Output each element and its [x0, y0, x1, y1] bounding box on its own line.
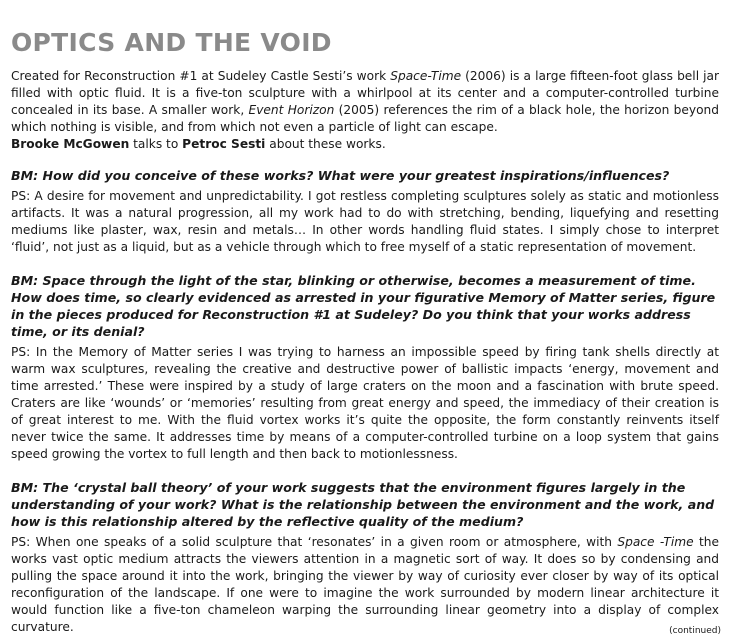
- article-body: [11, 68, 719, 640]
- intro-paragraph: [11, 68, 719, 136]
- question-1: BM: How did you conceive of these works? What were your greatest inspirations/influences?: [11, 168, 670, 183]
- article-title: OPTICS AND THE VOID: [11, 28, 332, 57]
- intro-text-1: Created for Reconstruction #1 at Sudeley Castle Sesti’s work: [11, 69, 391, 83]
- answer-3-text-1: PS: When one speaks of a solid sculpture that ‘resonates’ in a given room or atmosphere, with: [11, 535, 618, 549]
- answer-3: [11, 534, 719, 636]
- question-2: BM: Space through the light of the star, blinking or otherwise, becomes a measurement of time. How does time, so clearly evidenced as arrested in your figurative Memory of Matter series, figure in the pieces produced for Reconstruction #1 at Sudeley? Do you think that your works address time, or its denial?: [11, 273, 716, 339]
- answer-1: PS: A desire for movement and unpredictability. I got restless completing sculptures solely as static and motionless artifacts. It was a natural progression, all my work had to do with stretching, bending, liquefying and resetting mediums like plaster, wax, resin and metals… In other words handling fluid states. I simply chose to interpret ‘fluid’, not just as a liquid, but as a vehicle through which to free myself of a static representation of movement.: [11, 189, 719, 254]
- question-3: BM: The ‘crystal ball theory’ of your work suggests that the environment figures largely in the understanding of your work? What is the relationship between the environment and the work, and how is this relationship altered by the reflective quality of the medium?: [11, 480, 715, 529]
- answer-3-text-2: the works vast optic medium attracts the viewers attention in a magnetic sort of way. It does so by condensing and pulling the space around it into the work, bringing the viewer by way of curiosity ever closer by way of its optical reconfiguration of the landscape. If one were to imagine the work surrounded by modern linear architecture it would function like a five-ton chameleon warping the surrounding linear geometry into a display of complex curvature.: [11, 535, 719, 634]
- work-title-event-horizon: Event Horizon: [248, 103, 335, 117]
- byline-connector: talks to: [129, 137, 183, 151]
- artist-name: Petroc Sesti: [182, 137, 266, 151]
- intro-text-2: (2006) is a large fifteen-foot glass bell jar filled with optic fluid. It is a five-ton sculpture with a whirlpool at its center and a computer-controlled turbine concealed in its base. A smaller work,: [11, 69, 720, 117]
- answer-2: PS: In the Memory of Matter series I was trying to harness an impossible speed by firing tank shells directly at warm wax sculptures, revealing the creative and destructive power of ballistic impacts ‘energy, movement and time arrested.’ These were inspired by a study of large craters on the moon and a fascination with brute speed. Craters are like ‘wounds’ or ‘memories’ resulting from great energy and speed, the immediacy of their creation is of great interest to me. With the fluid vortex works it’s quite the opposite, the form constantly reinvents itself never twice the same. It addresses time by means of a computer-controlled turbine on a loop system that gains speed growing the vortex to full length and then back to motionlessness.: [11, 345, 719, 461]
- byline: [11, 136, 719, 153]
- work-title-space-time: Space-Time: [390, 69, 462, 83]
- intro-text-3: (2005) references the rim of a black hole, the horizon beyond which nothing is visible, and from which not even a particle of light can escape.: [11, 103, 720, 134]
- interviewer-name: Brooke McGowen: [11, 137, 130, 151]
- byline-end: about these works.: [265, 137, 386, 151]
- work-title-space-time-2: Space -Time: [617, 535, 694, 549]
- continued-label: (continued): [669, 626, 721, 636]
